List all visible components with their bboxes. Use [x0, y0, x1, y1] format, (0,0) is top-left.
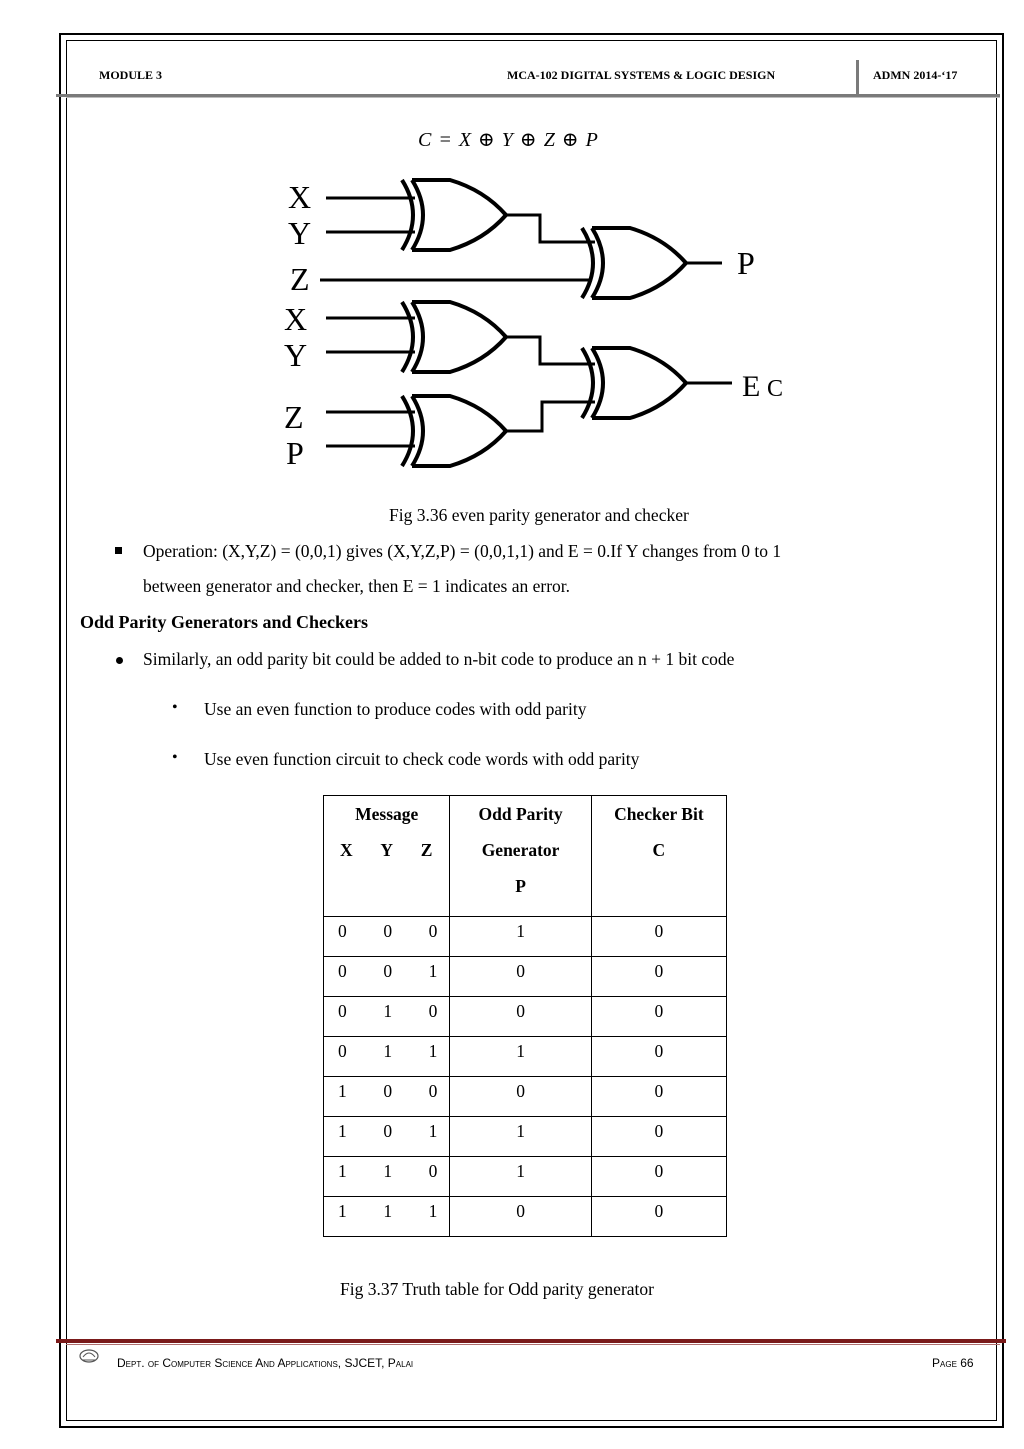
header-odd-parity-generator: Odd Parity Generator P	[450, 796, 591, 917]
header-checker-bit: Checker Bit C	[591, 796, 726, 917]
parity-circuit-diagram	[270, 170, 810, 480]
parity-formula: C = X ⊕ Y ⊕ Z ⊕ P	[418, 129, 599, 151]
table-row: 1 1 1 0 0	[324, 1197, 727, 1237]
header-rule-thin	[66, 97, 1000, 98]
college-seal-icon	[78, 1347, 100, 1363]
header-module: MODULE 3	[99, 68, 162, 82]
sub-bullet-icon-1: •	[172, 699, 178, 716]
footer-department: Dept. of Computer Science And Applications, SJCET, Palai	[117, 1356, 414, 1370]
odd-parity-truth-table	[323, 795, 727, 1237]
square-bullet-icon	[115, 547, 122, 554]
section-heading: Odd Parity Generators and Checkers	[80, 612, 368, 632]
table-row: 0 1 0 0 0	[324, 997, 727, 1037]
operation-line-1: Operation: (X,Y,Z) = (0,0,1) gives (X,Y,Z,P) = (0,0,1,1) and E = 0.If Y changes from 0 to 1	[143, 541, 782, 561]
xor-gate-3	[402, 302, 506, 372]
operation-line-2: between generator and checker, then E = 1 indicates an error.	[143, 576, 571, 596]
round-bullet-icon	[116, 657, 123, 664]
xor-gate-5	[582, 348, 686, 418]
header-separator	[856, 60, 859, 97]
xor-gate-4	[402, 396, 506, 466]
label-z2: Z	[284, 399, 304, 435]
label-c-output: C	[767, 376, 784, 402]
label-y1: Y	[288, 215, 312, 251]
label-e-output: E	[742, 370, 761, 403]
label-x1: X	[288, 179, 312, 215]
footer-page-number: Page 66	[932, 1356, 974, 1370]
footer-rule-thin	[66, 1344, 1000, 1345]
table-header-row	[324, 796, 727, 917]
table-row: 0 0 0 1 0	[324, 917, 727, 957]
table-row: 1 0 0 0 0	[324, 1077, 727, 1117]
table-row: 1 1 0 1 0	[324, 1157, 727, 1197]
header-course: MCA-102 DIGITAL SYSTEMS & LOGIC DESIGN	[507, 68, 776, 82]
table-row: 1 0 1 1 0	[324, 1117, 727, 1157]
footer-rule	[56, 1339, 1006, 1343]
xor-gate-2	[582, 228, 686, 298]
sub-bullet-2: Use even function circuit to check code words with odd parity	[204, 749, 640, 769]
xor-gate-1	[402, 180, 506, 250]
sub-bullet-1: Use an even function to produce codes with odd parity	[204, 699, 587, 719]
sub-bullet-icon-2: •	[172, 749, 178, 766]
label-z1: Z	[290, 261, 310, 297]
label-x2: X	[284, 301, 308, 337]
table-row: 0 0 1 0 0	[324, 957, 727, 997]
header-admn: ADMN 2014-‘17	[873, 68, 958, 82]
circuit-wires	[320, 198, 732, 446]
label-y2: Y	[284, 337, 308, 373]
figure-3-37-caption: Fig 3.37 Truth table for Odd parity generator	[340, 1279, 654, 1299]
header-message: Message X Y Z	[324, 796, 450, 917]
label-p-output: P	[737, 245, 755, 281]
label-p-input: P	[286, 435, 304, 471]
figure-3-36-caption: Fig 3.36 even parity generator and checker	[389, 505, 689, 525]
bullet-odd-parity: Similarly, an odd parity bit could be added to n-bit code to produce an n + 1 bit code	[143, 649, 735, 669]
table-row: 0 1 1 1 0	[324, 1037, 727, 1077]
